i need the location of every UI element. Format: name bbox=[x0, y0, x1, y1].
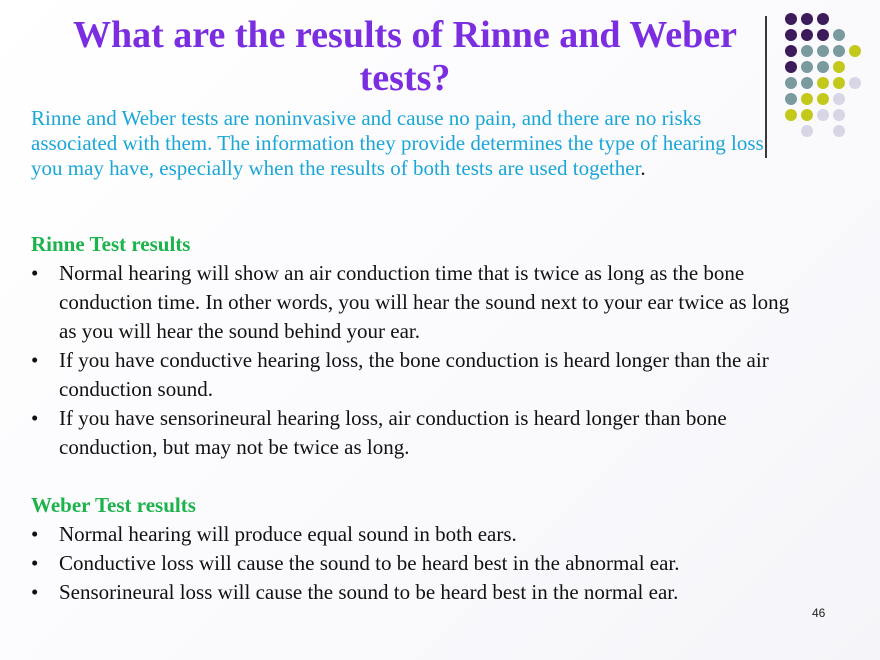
bullet-marker: • bbox=[31, 348, 39, 372]
intro-period: . bbox=[640, 156, 646, 180]
decor-dot bbox=[849, 45, 861, 57]
decor-dot bbox=[785, 29, 797, 41]
decor-dot bbox=[833, 93, 845, 105]
decor-dot bbox=[817, 109, 829, 121]
decor-dot bbox=[817, 13, 829, 25]
intro-paragraph bbox=[31, 106, 771, 181]
decor-dot bbox=[801, 125, 813, 137]
decor-dot bbox=[817, 29, 829, 41]
weber-heading: Weber Test results bbox=[31, 493, 196, 517]
decor-dot bbox=[833, 29, 845, 41]
results-content bbox=[31, 230, 791, 607]
decor-dot bbox=[833, 109, 845, 121]
bullet-marker: • bbox=[31, 522, 39, 546]
decor-dot bbox=[817, 93, 829, 105]
decor-dot bbox=[833, 77, 845, 89]
list-item bbox=[31, 520, 791, 549]
bullet-text: Conductive loss will cause the sound to be heard best in the abnormal ear. bbox=[59, 551, 680, 575]
decor-dot bbox=[801, 77, 813, 89]
rinne-heading: Rinne Test results bbox=[31, 232, 191, 256]
decor-dot bbox=[801, 45, 813, 57]
decor-dot bbox=[785, 109, 797, 121]
decor-dot bbox=[801, 93, 813, 105]
decor-dot bbox=[785, 77, 797, 89]
decor-dot bbox=[785, 45, 797, 57]
decor-dot bbox=[801, 13, 813, 25]
list-item bbox=[31, 259, 791, 346]
bullet-text: Sensorineural loss will cause the sound to be heard best in the normal ear. bbox=[59, 580, 679, 604]
rinne-bullet-list bbox=[31, 259, 791, 462]
page-number: 46 bbox=[812, 606, 826, 620]
decor-dot bbox=[833, 45, 845, 57]
weber-bullet-list bbox=[31, 520, 791, 607]
decor-dot bbox=[833, 125, 845, 137]
decor-dot bbox=[817, 61, 829, 73]
decor-dot bbox=[817, 77, 829, 89]
decor-dot bbox=[785, 13, 797, 25]
section-spacer bbox=[31, 462, 791, 491]
slide-title: What are the results of Rinne and Weber tests? bbox=[73, 14, 737, 99]
list-item bbox=[31, 549, 791, 578]
intro-text: Rinne and Weber tests are noninvasive and cause no pain, and there are no risks associated with them. The information they provide determines the type of hearing loss you may have, especially when the results of both tests are used together bbox=[31, 106, 764, 180]
bullet-text: If you have conductive hearing loss, the bone conduction is heard longer than the air conduction sound. bbox=[59, 348, 769, 401]
bullet-marker: • bbox=[31, 580, 39, 604]
bullet-text: If you have sensorineural hearing loss, air conduction is heard longer than bone conduction, but may not be twice as long. bbox=[59, 406, 727, 459]
bullet-marker: • bbox=[31, 406, 39, 430]
bullet-marker: • bbox=[31, 261, 39, 285]
bullet-marker: • bbox=[31, 551, 39, 575]
decor-dot bbox=[785, 61, 797, 73]
list-item bbox=[31, 346, 791, 404]
decor-dot bbox=[801, 61, 813, 73]
decorative-dot-grid bbox=[783, 13, 863, 143]
decor-dot bbox=[785, 93, 797, 105]
bullet-text: Normal hearing will produce equal sound in both ears. bbox=[59, 522, 517, 546]
decor-dot bbox=[817, 45, 829, 57]
decor-dot bbox=[833, 61, 845, 73]
decor-dot bbox=[849, 77, 861, 89]
decor-dot bbox=[801, 29, 813, 41]
list-item bbox=[31, 404, 791, 462]
decor-dot bbox=[801, 109, 813, 121]
bullet-text: Normal hearing will show an air conduction time that is twice as long as the bone conduction time. In other words, you will hear the sound next to your ear twice as long as you will hear the sound behind your ear. bbox=[59, 261, 790, 343]
list-item bbox=[31, 578, 791, 607]
